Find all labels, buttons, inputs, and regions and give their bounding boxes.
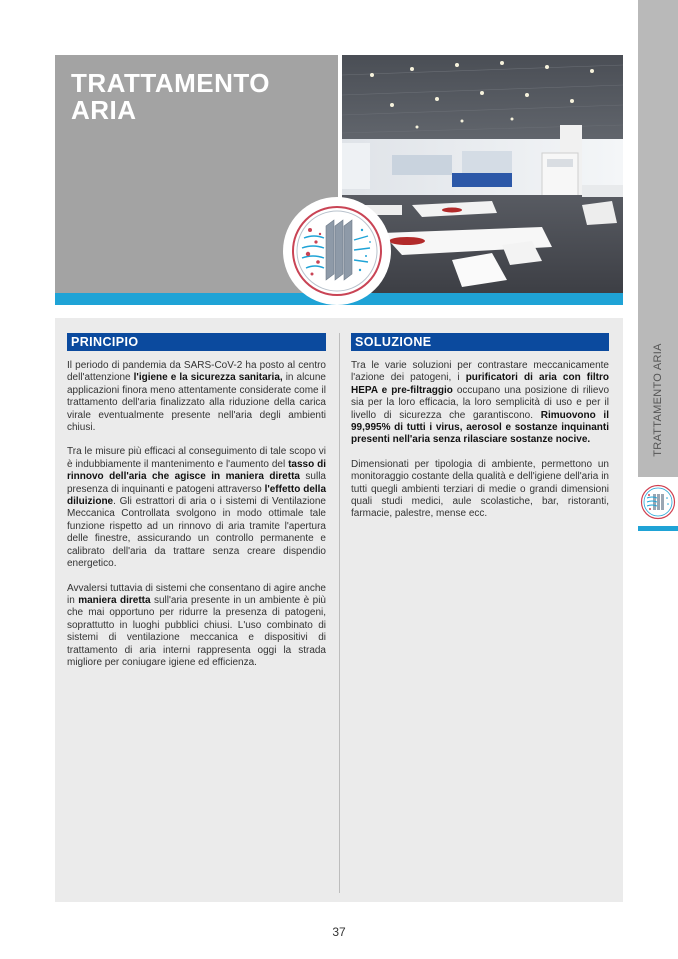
text-run: Il periodo di pandemia da SARS-CoV-2 ha posto al centro dell'attenzione [67,360,326,384]
text-run: Avvalersi tuttavia di sistemi che consentano di agire anche in [67,582,326,606]
soluzione-column [351,333,609,533]
column-divider [339,333,340,893]
text-run: occupano una posizione di rilievo sia per la loro efficacia, la loro semplicità di uso e per il livello di sicurezza che garantiscono. [351,384,609,421]
text-run: sull'aria presente in un ambiente è più che mai opportuno per ridurre la presenza di patogeni, soprattutto in luoghi pubblici chiusi. L'uso combinato di sistemi di ventilazione meccanica e dispositivi di trattamento di aria interni rappresenta oggi la strada migliore per coniugare igiene ed efficienza. [67,594,326,668]
bold-text: purificatori di aria con filtro HEPA e pre-filtraggio [351,372,609,396]
principio-paragraph-2 [67,446,326,570]
side-tab-accent [638,526,678,531]
text-run: Tra le varie soluzioni per contrastare meccanicamente l'azione dei patogeni, i [351,360,609,384]
page-title-line1: TRATTAMENTO [71,68,271,98]
page-title [71,70,321,124]
bold-text: l'igiene e la sicurezza sanitaria, [133,372,283,384]
principio-paragraph-3 [67,583,326,670]
side-tab-label [638,340,678,460]
air-purification-badge-icon [282,196,392,306]
bold-text: l'effetto della diluizione [67,483,326,508]
principio-column [67,333,326,681]
soluzione-heading: SOLUZIONE [351,333,609,351]
principio-heading: PRINCIPIO [67,333,326,351]
bold-text: tasso di rinnovo dell'aria che agisce in maniera diretta [67,458,326,483]
text-run: Dimensionati per tipologia di ambiente, permettono un monitoraggio costante della qualità e dell'igiene dell'aria in tutti quegli ambienti terziari di medie o grandi dimensioni quali studi medici, aule scolastiche, bar, ristoranti, farmacie, palestre, mense ecc. [351,458,609,520]
side-tab-text: TRATTAMENTO ARIA [652,343,664,457]
page-title-line2: ARIA [71,95,137,125]
text-run: sulla presenza di inquinanti e patogeni attraverso [67,471,326,495]
text-run: Tra le misure più efficaci al conseguimento di tale scopo vi è indubbiamente il mantenimento e l'aumento del [67,446,326,470]
air-filter-icon [640,484,676,520]
soluzione-paragraph-2 [351,459,609,521]
soluzione-paragraph-1 [351,360,609,447]
text-run: in alcune applicazioni finora meno attentamente considerate come il trattamento dell'aria finalizzato alla riduzione della carica virale eventualmente presente nell'aria degli ambienti chiusi. [67,372,326,434]
text-run: . Gli estrattori di aria o i sistemi di Ventilazione Meccanica Controllata svolgono in modo ottimale tale funzione rispetto ad un rinnovo di aria tramite l'apertura delle finestre, assicurando un controllo permanente e calibrato dell'aria da trattare senza creare dispendio energetico. [67,496,326,570]
principio-paragraph-1 [67,360,326,434]
bold-text: Rimuovono il 99,995% di tutti i virus, aerosol e sostanze inquinanti presenti nell'aria senza rilasciare sostanze nocive. [351,409,609,446]
page-number: 37 [332,925,346,939]
bold-text: maniera diretta [78,594,151,606]
